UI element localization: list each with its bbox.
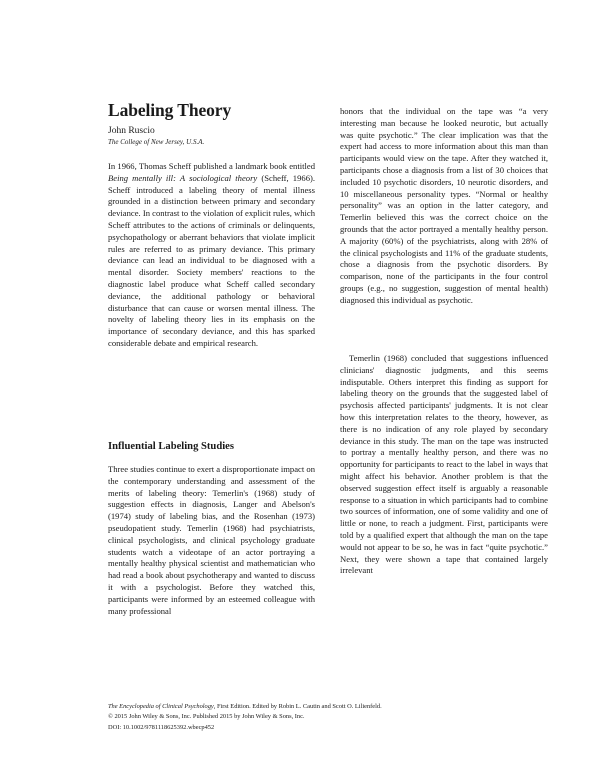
article-title: Labeling Theory — [108, 100, 232, 120]
footer-citation-line — [108, 702, 528, 712]
citation-footer — [108, 702, 528, 733]
author-affiliation: The College of New Jersey, U.S.A. — [108, 138, 205, 146]
footer-doi: DOI: 10.1002/9781118625392.wbecp452 — [108, 723, 215, 731]
author-name: John Ruscio — [108, 126, 155, 136]
book-title-italic: Being mentally ill: A sociological theory — [108, 172, 258, 183]
footer-citation: , First Edition. Edited by Robin L. Cautin and Scott O. Lilienfeld. — [213, 703, 382, 710]
intro-paragraph — [108, 161, 315, 350]
section-heading: Influential Labeling Studies — [108, 441, 234, 452]
interpretation-paragraph: Temerlin (1968) concluded that suggestions influenced clinicians' diagnostic judgments, and this seems indisputable. Others interpret this finding as support for labeling theory on the grounds that the suggested label of psychosis affected participants' judgments. It is not clear how this interpretation relates to the theory, however, as there is no indication of any role played by secondary deviance in this study. The man on the tape was instructed to portray a mentally healthy person, and there was no opportunity for participants to react to the label in ways that might affect his behavior. Another problem is that the observed suggestion effect itself is arguably a reasonable response to a situation in which participants had to combine two sources of information, one of some validity and one of little or none, to reach a judgment. First, participants were told by a qualified expert that although the man on the tape would not appear to be so, he was in fact “quite psychotic.” Next, they were shown a tape that contained largely irrelevant — [340, 353, 548, 576]
footer-book-title: The Encyclopedia of Clinical Psychology — [108, 703, 214, 710]
intro-text-a: In 1966, Thomas Scheff published a landmark book entitled — [108, 161, 315, 171]
temerlin-continuation-paragraph: honors that the individual on the tape was “a very interesting man because he looked neurotic, but actually was quite psychotic.” The clear implication was that the expert had access to more information about this man than participants would view on the tape. After they watched it, participants chose a diagnosis from a list of 30 choices that included 10 psychotic disorders, 10 neurotic disorders, and 10 miscellaneous personality types. “Normal or healthy personality” was an option in the latter category, and Temerlin believed this was the correct choice on the grounds that the actor portrayed a mentally healthy person. A majority (60%) of the psychiatrists, along with 28% of the clinical psychologists and 11% of the graduate students, chose a diagnosis from the psychotic disorders. By comparison, none of the participants in the four control groups (e.g., no suggestion, suggestion of mental health) diagnosed this individual as psychotic. — [340, 106, 548, 305]
footer-copyright: © 2015 John Wiley & Sons, Inc. Published 2015 by John Wiley & Sons, Inc. — [108, 713, 305, 721]
studies-paragraph: Three studies continue to exert a disproportionate impact on the contemporary understanding and assessment of the merits of labeling theory: Temerlin's (1968) study of suggestion effects in diagnosis, Langer and Abelson's (1974) study of labeling bias, and the Rosenhan (1973) pseudopatient study. Temerlin (1968) had psychiatrists, clinical psychologists, and clinical psychology graduate students watch a videotape of an actor portraying a mentally healthy physical scientist and mathematician who had read a book about psychotherapy and wanted to discuss it with a psychologist. Before they watched this, participants were informed by an esteemed colleague with many professional — [108, 464, 315, 616]
intro-text-b: (Scheff, 1966). Scheff introduced a labeling theory of mental illness grounded in a distinction between primary and secondary deviance. In contrast to the violation of explicit rules, which Scheff attributes to the actions of criminals or delinquents, psychopathology or aberrant behaviors that violate implicit rules are referred to as primary deviance. This primary deviance can lead an individual to be diagnosed with a mental disorder. Society members' reactions to the diagnostic label produce what Scheff called secondary deviance, the additional pathology or behavioral disturbance that can cause or worsen mental illness. The novelty of labeling theory lies in its emphasis on the importance of secondary deviance, and this has sparked considerable debate and empirical research. — [108, 172, 316, 348]
